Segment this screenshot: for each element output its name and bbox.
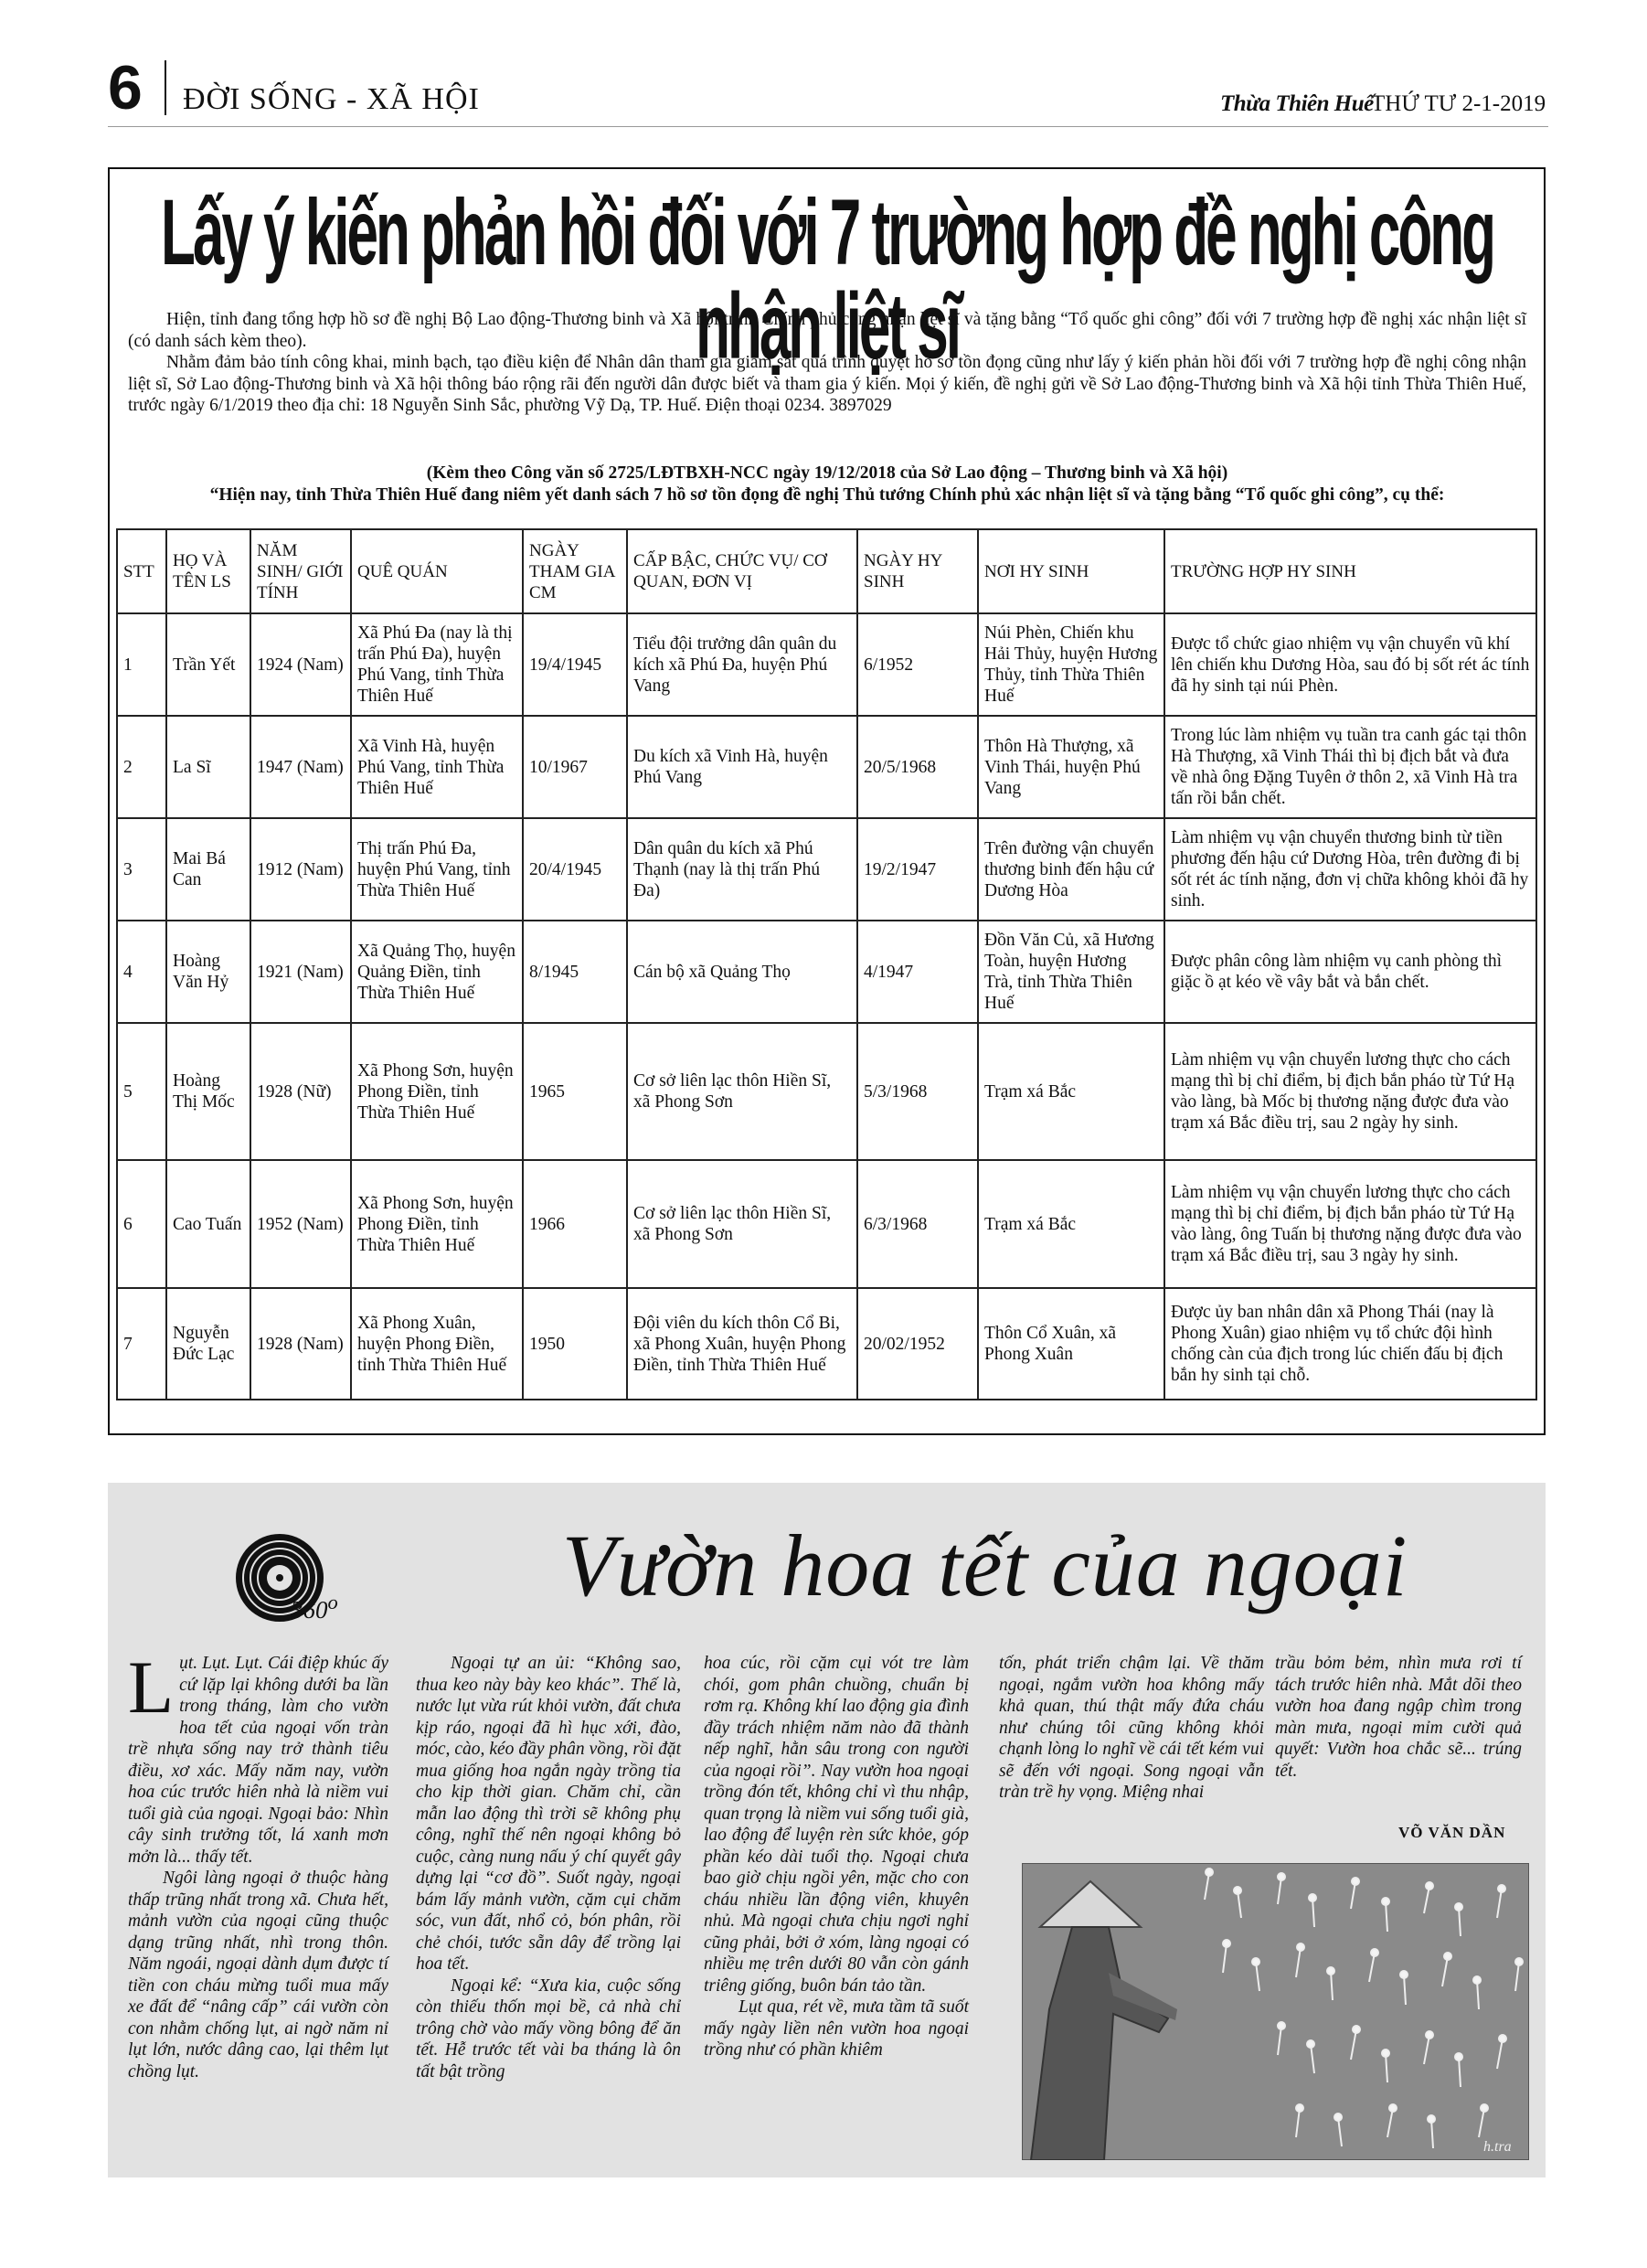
column-header: CẤP BẬC, CHỨC VỤ/ CƠ QUAN, ĐƠN VỊ (627, 529, 857, 613)
table-cell: Dân quân du kích xã Phú Thạnh (nay là thị trấn Phú Đa) (627, 818, 857, 921)
table-cell: Nguyễn Đức Lạc (166, 1288, 250, 1400)
paragraph: Ngoại kể: “Xưa kia, cuộc sống còn thiếu thốn mọi bề, cả nhà chỉ trông chờ vào mấy vồng bông để ăn tết. Hễ trước tết vài ba tháng là ôn tất bật trồng (416, 1975, 681, 2082)
paragraph: Lụt qua, rét về, mưa tầm tã suốt mấy ngày liền nên vườn hoa ngoại trồng như có phần khiêm (704, 1997, 969, 2060)
table-cell: Cơ sở liên lạc thôn Hiền Sĩ, xã Phong Sơn (627, 1160, 857, 1288)
table-cell: 1947 (Nam) (250, 716, 351, 818)
table-cell: Trạm xá Bắc (978, 1160, 1164, 1288)
table-cell: 5/3/1968 (857, 1023, 978, 1160)
table-cell: Đồn Văn Củ, xã Hương Toàn, huyện Hương Trà, tỉnh Thừa Thiên Huế (978, 921, 1164, 1023)
table-cell: Núi Phèn, Chiến khu Hải Thủy, huyện Hương Thủy, tỉnh Thừa Thiên Huế (978, 613, 1164, 716)
column-header: NĂM SINH/ GIỚI TÍNH (250, 529, 351, 613)
table-cell: Trong lúc làm nhiệm vụ tuần tra canh gác tại thôn Hà Thượng, xã Vinh Thái thì bị địch bắt và đưa về nhà ông Đặng Tuyên ở thôn 2, xã Vinh Hà tra tấn rồi bắn chết. (1164, 716, 1536, 818)
table-cell: 20/4/1945 (523, 818, 627, 921)
paragraph: hoa cúc, rồi cặm cụi vót tre làm chói, gom phân chuồng, chuẩn bị rơm rạ. Không khí lao động gia đình đầy trách nhiệm năm nào đã thành nếp nghĩ, hằn sâu trong con người của ngoại rồi”. Nay vườn hoa ngoại trồng đón tết, không chỉ vì thu nhập, quan trọng là niềm vui sống tuổi già, lao động để luyện rèn sức khỏe, góp phần kéo dài tuổi thọ. Ngoại chưa bao giờ chịu ngồi yên, mặc cho con cháu nhiều lần động viên, khuyên nhủ. Mà ngoại chưa chịu ngơi nghỉ cũng phải, bởi ở xóm, làng ngoại có nhiều mẹ trên dưới 80 vẫn còn gánh triêng giống, buôn bán tảo tần. (704, 1654, 969, 1996)
column-header: TRƯỜNG HỢP HY SINH (1164, 529, 1536, 613)
table-cell: 1921 (Nam) (250, 921, 351, 1023)
table-row (117, 1023, 1536, 1160)
table-cell: 6 (117, 1160, 166, 1288)
table-cell: La Sĩ (166, 716, 250, 818)
table-cell: Tiểu đội trưởng dân quân du kích xã Phú Đa, huyện Phú Vang (627, 613, 857, 716)
paragraph: Ngôi làng ngoại ở thuộc hàng thấp trũng nhất trong xã. Chưa hết, mảnh vườn của ngoại cũng thuộc dạng trũng nhất, nhì trong thôn. Năm ngoái, ngoại dành dụm được tí tiền con cháu mừng tuổi mua mấy xe đất để “nâng cấp” cái vườn còn con nhằm chống lụt, ai ngờ năm nỉ lụt lớn, nước dâng cao, lại thêm lụt chồng lụt. (128, 1869, 388, 2082)
table-cell: Thôn Cổ Xuân, xã Phong Xuân (978, 1288, 1164, 1400)
table-cell: Mai Bá Can (166, 818, 250, 921)
table-cell: Du kích xã Vinh Hà, huyện Phú Vang (627, 716, 857, 818)
text-column (1275, 1653, 1522, 1782)
table-row (117, 613, 1536, 716)
table-cell: Làm nhiệm vụ vận chuyển lương thực cho cách mạng thì bị chỉ điểm, bị địch bắn pháo từ Tứ Hạ vào làng, bà Mốc bị thương nặng được đưa vào trạm xá Bắc điều trị, sau 2 ngày hy sinh. (1164, 1023, 1536, 1160)
text-column (128, 1645, 388, 2082)
feature-title: Vườn hoa tết của ngoại (562, 1517, 1408, 1614)
table-cell: Cơ sở liên lạc thôn Hiền Sĩ, xã Phong Sơn (627, 1023, 857, 1160)
table-cell: Trên đường vận chuyển thương binh đến hậu cứ Dương Hòa (978, 818, 1164, 921)
table-cell: Xã Phong Sơn, huyện Phong Điền, tỉnh Thừa Thiên Huế (351, 1023, 523, 1160)
table-cell: Xã Phú Đa (nay là thị trấn Phú Đa), huyện Phú Vang, tỉnh Thừa Thiên Huế (351, 613, 523, 716)
illustration-signature: h.tra (1483, 2139, 1512, 2155)
table-cell: 20/02/1952 (857, 1288, 978, 1400)
reference-line: “Hiện nay, tỉnh Thừa Thiên Huế đang niêm yết danh sách 7 hồ sơ tồn đọng đề nghị Thủ tướng Chính phủ xác nhận liệt sĩ và tặng bằng “Tổ quốc ghi công”, cụ thể: (209, 484, 1445, 505)
paragraph: trầu bỏm bẻm, nhìn mưa rơi tí tách trước hiên nhà. Mắt dõi theo vườn hoa đang ngập chìm trong màn mưa, ngoại mỉm cười quả quyết: Vườn hoa chắc sẽ... trúng tết. (1275, 1654, 1522, 1781)
column-header: NGÀY THAM GIA CM (523, 529, 627, 613)
paragraph (128, 1645, 388, 1868)
intro-paragraph: Nhằm đảm bảo tính công khai, minh bạch, tạo điều kiện để Nhân dân tham gia giám sát quá trình duyệt hồ sơ tồn đọng cũng như lấy ý kiến phản hồi đối với 7 trường hợp đề nghị công nhận liệt sĩ, Sở Lao động-Thương binh và Xã hội thông báo rộng rãi đến người dân được biết và tham gia ý kiến. Mọi ý kiến, đề nghị gửi về Sở Lao động-Thương binh và Xã hội tỉnh Thừa Thiên Huế, trước ngày 6/1/2019 theo địa chỉ: 18 Nguyễn Sinh Sắc, phường Vỹ Dạ, TP. Huế. Điện thoại 0234. 3897029 (128, 353, 1526, 415)
table-cell: 19/4/1945 (523, 613, 627, 716)
table-cell: Trần Yết (166, 613, 250, 716)
table-cell: Được phân công làm nhiệm vụ canh phòng thì giặc ồ ạt kéo về vây bắt và bắn chết. (1164, 921, 1536, 1023)
reference-line: (Kèm theo Công văn số 2725/LĐTBXH-NCC ngày 19/12/2018 của Sở Lao động – Thương binh và Xã hội) (426, 463, 1228, 483)
table-row (117, 1160, 1536, 1288)
page-number: 6 (108, 53, 143, 122)
logo-degree: o (327, 1591, 338, 1613)
table-cell: 1966 (523, 1160, 627, 1288)
table-cell: 1924 (Nam) (250, 613, 351, 716)
table-cell: 3 (117, 818, 166, 921)
paragraph: Ngoại tự an ủi: “Không sao, thua keo này bày keo khác”. Thế là, nước lụt vừa rút khỏi vườn, đất chưa kịp ráo, ngoại đã hì hục xới, đào, móc, cào, kéo đầy phân vồng, rồi đặt mua giống hoa ngắn ngày trồng tỉa cho kịp thời gian. Chăm chỉ, cần mẫn lao động thì trời sẽ không phụ công, nghĩ thế nên ngoại không bỏ cuộc, càng nung nấu ý chí quyết gây dựng lại “cơ đồ”. Suốt ngày, ngoại bám lấy mảnh vườn, cặm cụi chăm sóc, vun đất, nhổ cỏ, bón phân, rồi chẻ chói, tước sẵn dây để trồng lại hoa tết. (416, 1654, 681, 1974)
column-header: QUÊ QUÁN (351, 529, 523, 613)
table-cell: Xã Quảng Thọ, huyện Quảng Điền, tỉnh Thừa Thiên Huế (351, 921, 523, 1023)
table-cell: Xã Phong Sơn, huyện Phong Điền, tỉnh Thừa Thiên Huế (351, 1160, 523, 1288)
table-cell: 4 (117, 921, 166, 1023)
header-rule (108, 126, 1548, 127)
drop-cap: L (128, 1645, 175, 1729)
table-cell: 5 (117, 1023, 166, 1160)
logo-label (291, 1591, 338, 1624)
table-cell: Làm nhiệm vụ vận chuyển thương binh từ tiền phương đến hậu cứ Dương Hòa, trên đường đi bị sốt rét ác tính nặng, đơn vị chữa không khỏi đã hy sinh. (1164, 818, 1536, 921)
table-cell: Thị trấn Phú Đa, huyện Phú Vang, tỉnh Thừa Thiên Huế (351, 818, 523, 921)
column-header: NƠI HY SINH (978, 529, 1164, 613)
table-cell: Trạm xá Bắc (978, 1023, 1164, 1160)
table-cell: 6/1952 (857, 613, 978, 716)
table-cell: Được ủy ban nhân dân xã Phong Thái (nay là Phong Xuân) giao nhiệm vụ tổ chức đội hình chống càn của địch trong lúc chiến đấu bị địch bắn hy sinh tại chỗ. (1164, 1288, 1536, 1400)
table-cell: Được tổ chức giao nhiệm vụ vận chuyển vũ khí lên chiến khu Dương Hòa, sau đó bị sốt rét ác tính đã hy sinh tại núi Phèn. (1164, 613, 1536, 716)
table-row (117, 921, 1536, 1023)
intro-paragraph: Hiện, tỉnh đang tổng hợp hồ sơ đề nghị Bộ Lao động-Thương binh và Xã hội trình Chính phủ công nhận liệt sĩ và tặng bằng “Tổ quốc ghi công” đối với 7 trường hợp đề nghị xác nhận liệt sĩ (có danh sách kèm theo). (128, 310, 1526, 351)
martyrs-table (116, 528, 1537, 1400)
table-cell: Xã Vinh Hà, huyện Phú Vang, tỉnh Thừa Thiên Huế (351, 716, 523, 818)
article-headline: Lấy ý kiến phản hồi đối với 7 trường hợp đề nghị công nhận liệt sĩ (161, 181, 1493, 379)
table-cell: 1 (117, 613, 166, 716)
table-cell: 20/5/1968 (857, 716, 978, 818)
newspaper-name: Thừa Thiên Huế (1220, 91, 1374, 116)
table-cell: 1965 (523, 1023, 627, 1160)
column-header: NGÀY HY SINH (857, 529, 978, 613)
table-cell: 1928 (Nam) (250, 1288, 351, 1400)
table-cell: 10/1967 (523, 716, 627, 818)
column-header: STT (117, 529, 166, 613)
table-cell: Cán bộ xã Quảng Thọ (627, 921, 857, 1023)
author-byline: VÕ VĂN DẦN (1398, 1824, 1506, 1841)
table-cell: Làm nhiệm vụ vận chuyển lương thực cho cách mạng thì bị chỉ điểm, bị địch bắn pháo từ Tứ Hạ vào làng, ông Tuấn bị thương nặng được đưa vào trạm xá Bắc điều trị, sau 3 ngày hy sinh. (1164, 1160, 1536, 1288)
text-column (704, 1653, 969, 2061)
article-intro (128, 309, 1526, 417)
table-cell: Đội viên du kích thôn Cổ Bi, xã Phong Xuân, huyện Phong Điền, tỉnh Thừa Thiên Huế (627, 1288, 857, 1400)
table-cell: 1952 (Nam) (250, 1160, 351, 1288)
column-header: HỌ VÀ TÊN LS (166, 529, 250, 613)
text-column (999, 1653, 1264, 1804)
table-cell: Hoàng Thị Mốc (166, 1023, 250, 1160)
table-cell: Hoàng Văn Hỷ (166, 921, 250, 1023)
table-cell: Cao Tuấn (166, 1160, 250, 1288)
table-cell: 8/1945 (523, 921, 627, 1023)
table-cell: 2 (117, 716, 166, 818)
table-cell: 4/1947 (857, 921, 978, 1023)
text-column (416, 1653, 681, 2082)
paragraph-text: ụt. Lụt. Lụt. Cái điệp khúc ấy cứ lặp lại không dưới ba lần trong tháng, làm cho vườn hoa tết của ngoại vốn tràn trề nhựa sống nay trở thành tiêu điều, xơ xác. Mấy năm nay, vườn hoa cúc trước hiên nhà là niềm vui tuổi già của ngoại. Ngoại bảo: Nhìn cây sinh trưởng tốt, lá xanh mơn mởn là... thấy tết. (128, 1654, 388, 1867)
header-divider (165, 60, 166, 115)
table-cell: 19/2/1947 (857, 818, 978, 921)
table-cell: 1950 (523, 1288, 627, 1400)
reference-note (128, 463, 1526, 506)
issue-date: THỨ TƯ 2-1-2019 (1371, 91, 1546, 116)
table-cell: 6/3/1968 (857, 1160, 978, 1288)
table-cell: 1928 (Nữ) (250, 1023, 351, 1160)
table-cell: 7 (117, 1288, 166, 1400)
table-row (117, 818, 1536, 921)
table-cell: Thôn Hà Thượng, xã Vinh Thái, huyện Phú Vang (978, 716, 1164, 818)
table-row (117, 716, 1536, 818)
table-row (117, 1288, 1536, 1400)
table-cell: Xã Phong Xuân, huyện Phong Điền, tỉnh Thừa Thiên Huế (351, 1288, 523, 1400)
logo-number: 360 (291, 1596, 328, 1624)
table-cell: 1912 (Nam) (250, 818, 351, 921)
flower-garden-illustration (1022, 1863, 1529, 2160)
section-title: ĐỜI SỐNG - XÃ HỘI (183, 82, 480, 116)
paragraph: tốn, phát triển chậm lại. Về thăm ngoại, ngắm vườn hoa không mấy khả quan, thú thật mấy đứa cháu như chúng tôi cũng không khỏi chạnh lòng lo nghĩ về cái tết kém vui sẽ đến với ngoại. Song ngoại vẫn tràn trề hy vọng. Miệng nhai (999, 1654, 1264, 1802)
